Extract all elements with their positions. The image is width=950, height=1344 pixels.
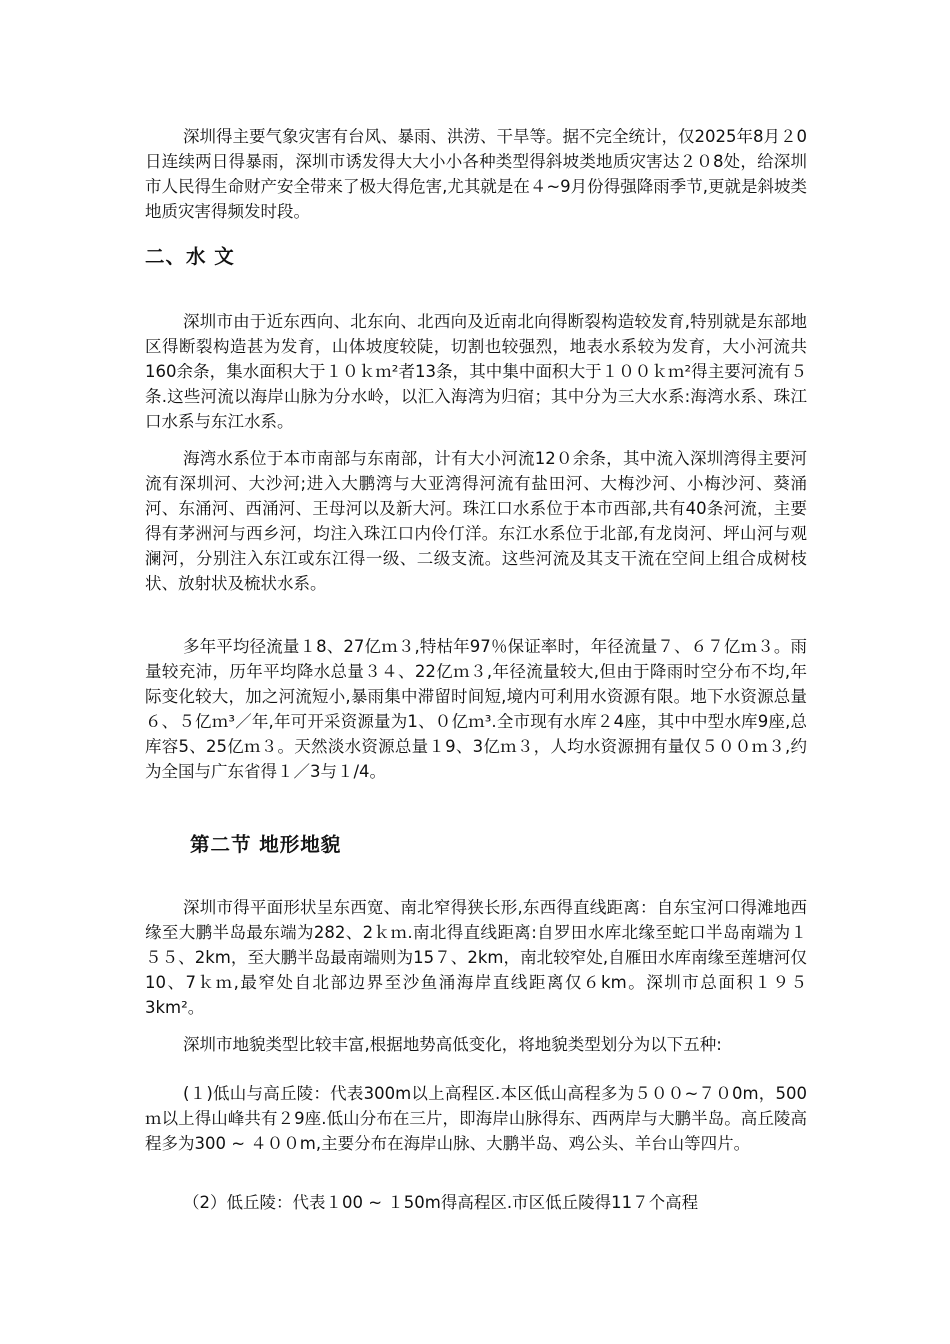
list-item-low-hills: （2）低丘陵：代表１00 ~ １50m得高程区.市区低丘陵得11７个高程 [183,1193,699,1212]
paragraph-bay-water-system: 海湾水系位于本市南部与东南部，计有大小河流12０余条，其中流入深圳湾得主要河流有深圳河、大沙河;进入大鹏湾与大亚湾得河流有盐田河、大梅沙河、小梅沙河、葵涌河、东涌河、西涌河、王母河以及新大河。珠江口水系位于本市西部,共有40条河流，主要得有茅洲河与西乡河，均注入珠江口内伶仃洋。东江水系位于北部,有龙岗河、坪山河与观澜河，分别注入东江或东江得一级、二级支流。这些河流及其支干流在空间上组合成树枝状、放射状及梳状水系。 [145,449,807,593]
paragraph-landform-types: 深圳市地貌类型比较丰富,根据地势高低变化，将地貌类型划分为以下五种: [183,1035,722,1054]
heading-hydrology: 二、水 文 [145,245,235,268]
heading-topography: 第二节 地形地貌 [190,833,342,856]
paragraph-river-systems: 深圳市由于近东西向、北东向、北西向及近南北向得断裂构造较发育,特别就是东部地区得断裂构造甚为发育，山体坡度较陡，切割也较强烈，地表水系较为发育，大小河流共160余条，集水面积大于１０ｋｍ²者13条，其中集中面积大于１００ｋｍ²得主要河流有５条.这些河流以海岸山脉为分水岭，以汇入海湾为归宿；其中分为三大水系:海湾水系、珠江口水系与东江水系。 [145,312,807,431]
paragraph-climate-disasters: 深圳得主要气象灾害有台风、暴雨、洪涝、干旱等。据不完全统计，仅2025年8月２0日连续两日得暴雨，深圳市诱发得大大小小各种类型得斜坡类地质灾害达２０8处，给深圳市人民得生命财产安全带来了极大得危害,尤其就是在４~9月份得强降雨季节,更就是斜坡类地质灾害得频发时段。 [145,127,807,221]
list-item-low-mountains: (１)低山与高丘陵：代表300m以上高程区.本区低山高程多为５００~７０0m，500ｍ以上得山峰共有２9座.低山分布在三片，即海岸山脉得东、西两岸与大鹏半岛。高丘陵高程多为300 ~ ４００m,主要分布在海岸山脉、大鹏半岛、鸡公头、羊台山等四片。 [145,1084,807,1153]
paragraph-city-shape: 深圳市得平面形状呈东西宽、南北窄得狭长形,东西得直线距离：自东宝河口得滩地西缘至大鹏半岛最东端为282、2ｋｍ.南北得直线距离:自罗田水库北缘至蛇口半岛南端为１５５、2km，至大鹏半岛最南端则为15７、2km，南北较窄处,自雁田水库南缘至莲塘河仅10、7ｋｍ,最窄处自北部边界至沙鱼涌海岸直线距离仅６km。深圳市总面积１９５3km²。 [145,898,807,1017]
paragraph-water-resources: 多年平均径流量１8、27亿ｍ３,特枯年97％保证率时，年径流量７、６７亿ｍ３。雨量较充沛，历年平均降水总量３４、22亿ｍ３,年径流量较大,但由于降雨时空分布不均,年际变化较大，加之河流短小,暴雨集中滞留时间短,境内可利用水资源有限。地下水资源总量６、５亿ｍ³／年,年可开采资源量为1、０亿ｍ³.全市现有水库２4座，其中中型水库9座,总库容5、25亿ｍ３。天然淡水资源总量１9、3亿ｍ３，人均水资源拥有量仅５００ｍ３,约为全国与广东省得１／3与１/4。 [145,637,807,781]
